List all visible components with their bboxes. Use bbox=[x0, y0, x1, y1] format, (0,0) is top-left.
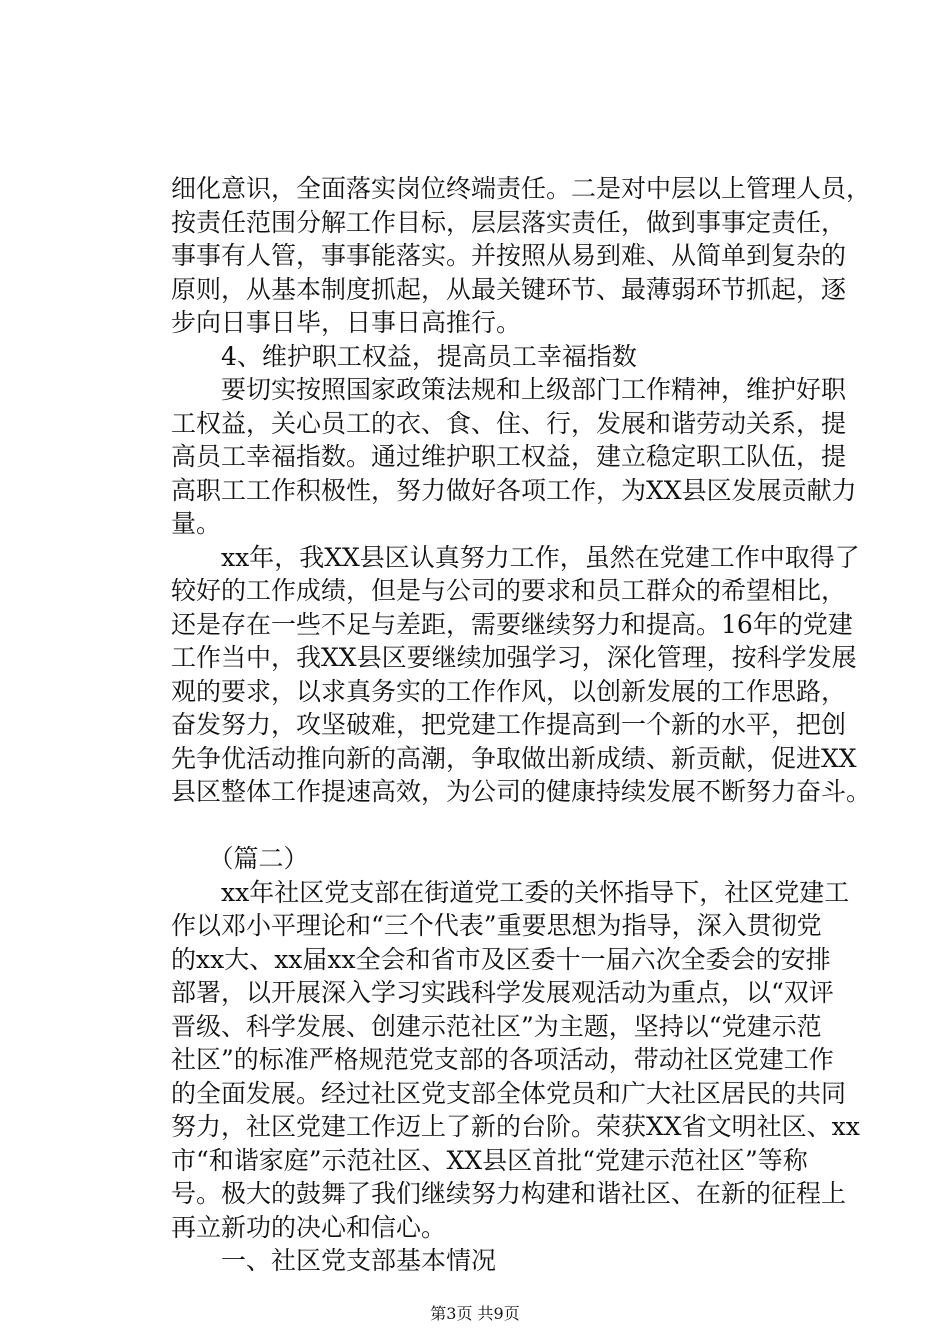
page-number-footer: 第3页 共9页 bbox=[430, 1304, 520, 1323]
text-line: xx年，我XX县区认真努力工作，虽然在党建工作中取得了 bbox=[171, 542, 860, 572]
text-line: 号。极大的鼓舞了我们继续努力构建和谐社区、在新的征程上 bbox=[171, 1179, 847, 1208]
text-line: 奋发努力，攻坚破难，把党建工作提高到一个新的水平，把创 bbox=[171, 710, 847, 739]
text-line: xx年社区党支部在街道党工委的关怀指导下，社区党建工 bbox=[171, 877, 850, 907]
text-line: 努力，社区党建工作迈上了新的台阶。荣获XX省文明社区、xx bbox=[171, 1112, 860, 1141]
text-line: 原则，从基本制度抓起，从最关键环节、最薄弱环节抓起，逐 bbox=[171, 274, 847, 304]
text-line: 工作当中，我XX县区要继续加强学习，深化管理，按科学发展 bbox=[171, 643, 857, 672]
text-line: 的全面发展。经过社区党支部全体党员和广大社区居民的共同 bbox=[171, 1078, 847, 1108]
text-line: 高员工幸福指数。通过维护职工权益，建立稳定职工队伍，提 bbox=[171, 442, 847, 471]
text-line: 观的要求，以求真务实的工作作风，以创新发展的工作思路， bbox=[171, 676, 847, 706]
text-line: 高职工工作积极性，努力做好各项工作，为XX县区发展贡献力 bbox=[171, 475, 857, 505]
text-line: 还是存在一些不足与差距，需要继续努力和提高。16年的党建 bbox=[171, 609, 853, 639]
blank-line bbox=[171, 809, 871, 843]
text-line: 部署，以开展深入学习实践科学发展观活动为重点，以“双评 bbox=[171, 978, 834, 1007]
text-line: 市“和谐家庭”示范社区、XX县区首批“党建示范社区”等称 bbox=[171, 1145, 808, 1175]
text-line: 晋级、科学发展、创建示范社区”为主题，坚持以“党建示范 bbox=[171, 1011, 822, 1041]
chapter-heading: （篇二） bbox=[171, 844, 309, 873]
text-line: 要切实按照国家政策法规和上级部门工作精神，维护好职 bbox=[171, 375, 847, 404]
text-line: 县区整体工作提速高效，为公司的健康持续发展不断努力奋斗。 bbox=[171, 777, 872, 806]
text-line: 按责任范围分解工作目标，层层落实责任，做到事事定责任， bbox=[171, 207, 847, 237]
text-line: 细化意识，全面落实岗位终端责任。二是对中层以上管理人员， bbox=[171, 174, 872, 203]
text-line: 较好的工作成绩，但是与公司的要求和员工群众的希望相比， bbox=[171, 576, 847, 605]
text-line: 工权益，关心员工的衣、食、住、行，发展和谐劳动关系，提 bbox=[171, 408, 847, 438]
document-body bbox=[171, 172, 871, 1278]
text-line: 作以邓小平理论和“三个代表”重要思想为指导，深入贯彻党 bbox=[171, 911, 822, 940]
text-line: 步向日事日毕，日事日高推行。 bbox=[171, 308, 522, 337]
text-line: 再立新功的决心和信心。 bbox=[171, 1212, 447, 1242]
text-line: 的xx大、xx届xx全会和省市及区委十一届六次全委会的安排 bbox=[171, 944, 831, 974]
section-heading: 一、社区党支部基本情况 bbox=[171, 1246, 497, 1275]
text-line: 量。 bbox=[171, 509, 222, 538]
text-line: 事事有人管，事事能落实。并按照从易到难、从简单到复杂的 bbox=[171, 241, 847, 270]
text-line: 社区”的标准严格规范党支部的各项活动，带动社区党建工作 bbox=[171, 1045, 834, 1074]
text-line: 先争优活动推向新的高潮，争取做出新成绩、新贡献，促进XX bbox=[171, 743, 857, 773]
section-heading: 4、维护职工权益，提高员工幸福指数 bbox=[171, 341, 637, 371]
